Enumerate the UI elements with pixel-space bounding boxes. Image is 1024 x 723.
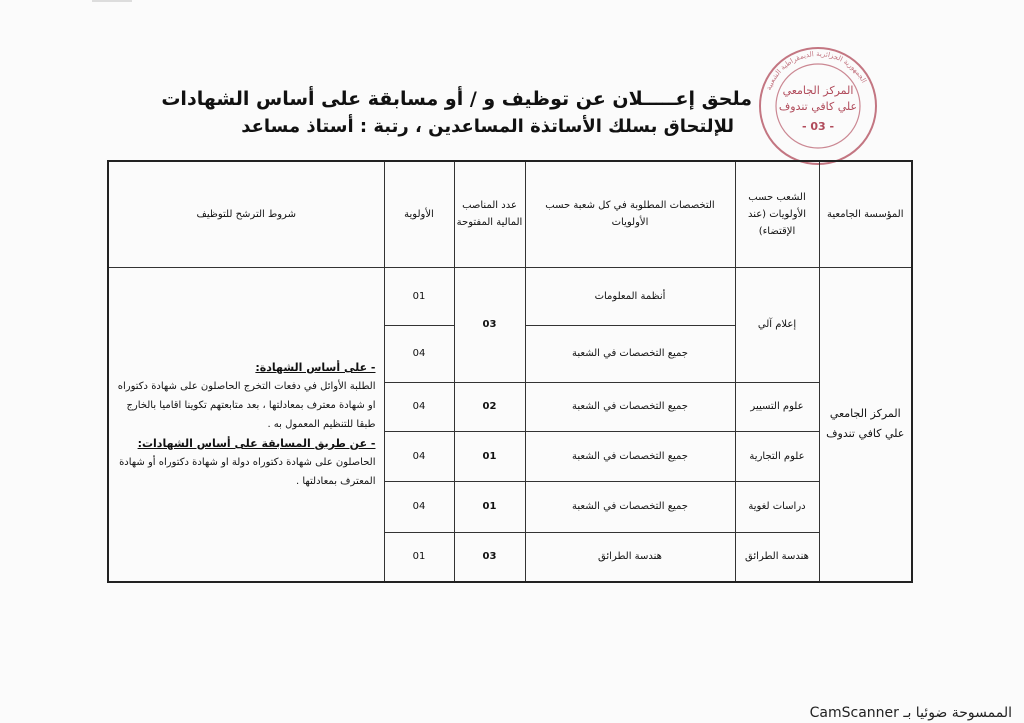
branch-cell: علوم التجارية bbox=[735, 431, 819, 481]
specialty-cell: جميع التخصصات في الشعبة bbox=[525, 431, 735, 481]
positions-cell: 01 bbox=[454, 431, 525, 481]
priority-cell: 04 bbox=[384, 382, 454, 431]
header-specialties: التخصصات المطلوبة في كل شعبة حسب الأولويات bbox=[525, 161, 735, 267]
stamp-line2: علي كافي تندوف bbox=[778, 100, 858, 113]
specialty-cell: جميع التخصصات في الشعبة bbox=[525, 481, 735, 532]
header-positions: عدد المناصب المالية المفتوحة bbox=[454, 161, 525, 267]
condition-heading-2: - عن طريق المسابقة على أساس الشهادات: bbox=[137, 436, 376, 450]
header-priority: الأولوية bbox=[384, 161, 454, 267]
stamp-line1: المركز الجامعي bbox=[782, 84, 854, 97]
announcement-title-line2: للإلتحاق بسلك الأساتذة المساعدين ، رتبة : أستاذ مساعد bbox=[241, 116, 734, 137]
camscanner-footer: الممسوحة ضوئيا بـ CamScanner bbox=[809, 705, 1012, 721]
priority-cell: 04 bbox=[384, 431, 454, 481]
branch-cell: دراسات لغوية bbox=[735, 481, 819, 532]
header-conditions: شروط الترشح للتوظيف bbox=[108, 161, 384, 267]
specialty-cell: هندسة الطرائق bbox=[525, 532, 735, 582]
specialty-cell: أنظمة المعلومات bbox=[525, 267, 735, 325]
conditions-cell bbox=[108, 267, 384, 582]
positions-table bbox=[107, 160, 913, 583]
top-edge-mark bbox=[92, 0, 132, 2]
condition-heading-1: - على أساس الشهادة: bbox=[255, 360, 376, 374]
institution-cell: المركز الجامعي علي كافي تندوف bbox=[819, 267, 912, 582]
table-row bbox=[108, 267, 912, 325]
priority-cell: 04 bbox=[384, 325, 454, 382]
positions-cell: 02 bbox=[454, 382, 525, 431]
condition-text-2: الحاصلون على شهادة دكتوراه دولة او شهادة دكتوراه أو شهادة المعترف بمعادلتها . bbox=[119, 456, 376, 487]
condition-text-1: الطلبة الأوائل في دفعات التخرج الحاصلون على شهادة دكتوراه او شهادة معترف بمعادلتها ، بعد متابعتهم تكوينا اقاميا بالخارج طبقا للتنظيم المعمول به . bbox=[117, 380, 376, 430]
positions-cell: 01 bbox=[454, 481, 525, 532]
stamp-seal-graphic bbox=[756, 44, 880, 168]
table-header-row bbox=[108, 161, 912, 267]
official-stamp bbox=[756, 44, 880, 168]
branch-cell: هندسة الطرائق bbox=[735, 532, 819, 582]
positions-cell: 03 bbox=[454, 532, 525, 582]
header-branch: الشعب حسب الأولويات (عند الإقتضاء) bbox=[735, 161, 819, 267]
announcement-title-line1: ملحق إعـــــلان عن توظيف و / أو مسابقة على أساس الشهادات bbox=[161, 88, 752, 110]
priority-cell: 01 bbox=[384, 532, 454, 582]
specialty-cell: جميع التخصصات في الشعبة bbox=[525, 382, 735, 431]
specialty-cell: جميع التخصصات في الشعبة bbox=[525, 325, 735, 382]
stamp-ring-text: الجمهورية الجزائرية الديمقراطية الشعبية bbox=[764, 49, 868, 92]
branch-cell: علوم التسيير bbox=[735, 382, 819, 431]
priority-cell: 04 bbox=[384, 481, 454, 532]
stamp-number: - 03 - bbox=[801, 120, 835, 133]
header-institution: المؤسسة الجامعية bbox=[819, 161, 912, 267]
branch-cell: إعلام آلي bbox=[735, 267, 819, 382]
positions-cell: 03 bbox=[454, 267, 525, 382]
priority-cell: 01 bbox=[384, 267, 454, 325]
